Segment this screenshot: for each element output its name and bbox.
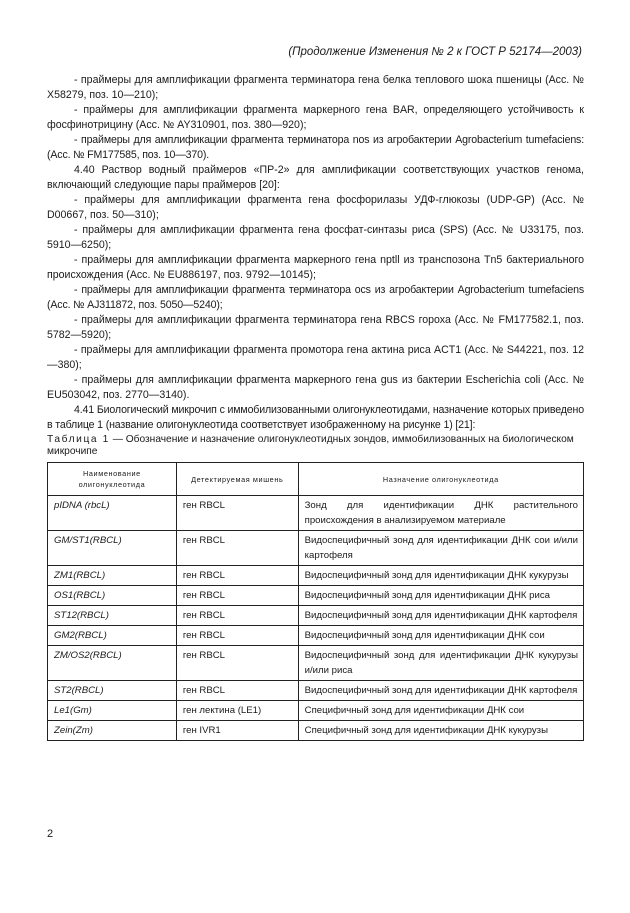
paragraph: - праймеры для амплификации фрагмента маркерного гена BAR, определяющего устойчивость к фосфинотрицину (Асс. № AY310901, поз. 380—920); [47,104,584,131]
paragraph: - праймеры для амплификации фрагмента промотора гена актина риса ACT1 (Асс. № S44221, поз. 12—380); [47,344,584,371]
target-cell: ген RBCL [176,566,298,586]
probe-name-cell: pIDNA (rbcL) [48,496,177,531]
purpose-cell: Видоспецифичный зонд для идентификации ДНК кукурузы и/или риса [298,646,583,681]
page-header: (Продолжение Изменения № 2 к ГОСТ Р 52174—2003) [288,46,582,58]
page-number: 2 [47,828,54,840]
probe-name-cell: Zein(Zm) [48,721,177,741]
table-row [48,701,584,721]
probe-name-cell: ZM1(RBCL) [48,566,177,586]
paragraph: 4.41 Биологический микрочип с иммобилизованными олигонуклеотидами, назначение которых приведено в таблице 1 (название олигонуклеотида соответствует изображенному на рисунке 1) [21]: [47,404,584,431]
paragraph: 4.40 Раствор водный праймеров «ПР-2» для амплификации соответствующих участков генома, включающий следующие пары праймеров [20]: [47,164,584,191]
table-row [48,681,584,701]
probe-name-cell: ST2(RBCL) [48,681,177,701]
paragraph: - праймеры для амплификации фрагмента терминатора ocs из агробактерии Agrobacterium tumefaciens (Асс. № AJ311872, поз. 5050—5240); [47,284,584,311]
target-cell: ген RBCL [176,646,298,681]
column-header: Детектируемая мишень [176,463,298,496]
target-cell: ген лектина (LE1) [176,701,298,721]
paragraph: - праймеры для амплификации фрагмента маркерного гена gus из бактерии Escherichia coli (Асс. № EU503042, поз. 2770—3140). [47,374,584,401]
target-cell: ген RBCL [176,496,298,531]
probe-name-cell: GM2(RBCL) [48,626,177,646]
purpose-cell: Видоспецифичный зонд для идентификации ДНК риса [298,586,583,606]
table-row [48,646,584,681]
purpose-cell: Видоспецифичный зонд для идентификации ДНК картофеля [298,606,583,626]
table-row [48,566,584,586]
table-header-row [48,463,584,496]
column-header: Назначение олигонуклеотида [298,463,583,496]
paragraph: - праймеры для амплификации фрагмента терминатора гена RBCS гороха (Асс. № FM177582.1, поз. 5782—5920); [47,314,584,341]
target-cell: ген RBCL [176,681,298,701]
table-row [48,606,584,626]
probe-name-cell: Le1(Gm) [48,701,177,721]
probe-name-cell: ST12(RBCL) [48,606,177,626]
paragraph: - праймеры для амплификации фрагмента гена фосфорилазы УДФ-глюкозы (UDP-GP) (Асс. № D00667, поз. 50—310); [47,194,584,221]
table-caption [47,434,584,458]
purpose-cell: Зонд для идентификации ДНК растительного происхождения в анализируемом материале [298,496,583,531]
paragraph: - праймеры для амплификации фрагмента терминатора nos из агробактерии Agrobacterium tumefaciens: (Асс. № FM177585, поз. 10—370). [47,134,584,161]
column-header: Наименование олигонуклеотида [48,463,177,496]
body-text [47,73,584,433]
paragraph: - праймеры для амплификации фрагмента терминатора гена белка теплового шока пшеницы (Асс. № Х58279, поз. 10—210); [47,74,584,101]
table-row [48,531,584,566]
table-row [48,721,584,741]
purpose-cell: Видоспецифичный зонд для идентификации ДНК сои [298,626,583,646]
target-cell: ген RBCL [176,626,298,646]
purpose-cell: Специфичный зонд для идентификации ДНК кукурузы [298,721,583,741]
target-cell: ген RBCL [176,586,298,606]
probe-name-cell: GM/ST1(RBCL) [48,531,177,566]
probe-name-cell: OS1(RBCL) [48,586,177,606]
table-label: Таблица 1 [47,434,110,445]
table-caption-text: — Обозначение и назначение олигонуклеотидных зондов, иммобилизованных на биологическом микрочипе [47,434,574,457]
table-row [48,586,584,606]
paragraph: - праймеры для амплификации фрагмента маркерного гена nptll из транспозона Tn5 бактериального происхождения (Асс. № EU886197, поз. 9792—10145); [47,254,584,281]
purpose-cell: Специфичный зонд для идентификации ДНК сои [298,701,583,721]
purpose-cell: Видоспецифичный зонд для идентификации ДНК картофеля [298,681,583,701]
probes-table [47,462,584,741]
paragraph: - праймеры для амплификации фрагмента гена фосфат-синтазы риса (SPS) (Асс. № U33175, поз. 5910—6250); [47,224,584,251]
target-cell: ген RBCL [176,531,298,566]
purpose-cell: Видоспецифичный зонд для идентификации ДНК сои и/или картофеля [298,531,583,566]
purpose-cell: Видоспецифичный зонд для идентификации ДНК кукурузы [298,566,583,586]
probe-name-cell: ZM/OS2(RBCL) [48,646,177,681]
table-row [48,626,584,646]
table-row [48,496,584,531]
target-cell: ген RBCL [176,606,298,626]
target-cell: ген IVR1 [176,721,298,741]
